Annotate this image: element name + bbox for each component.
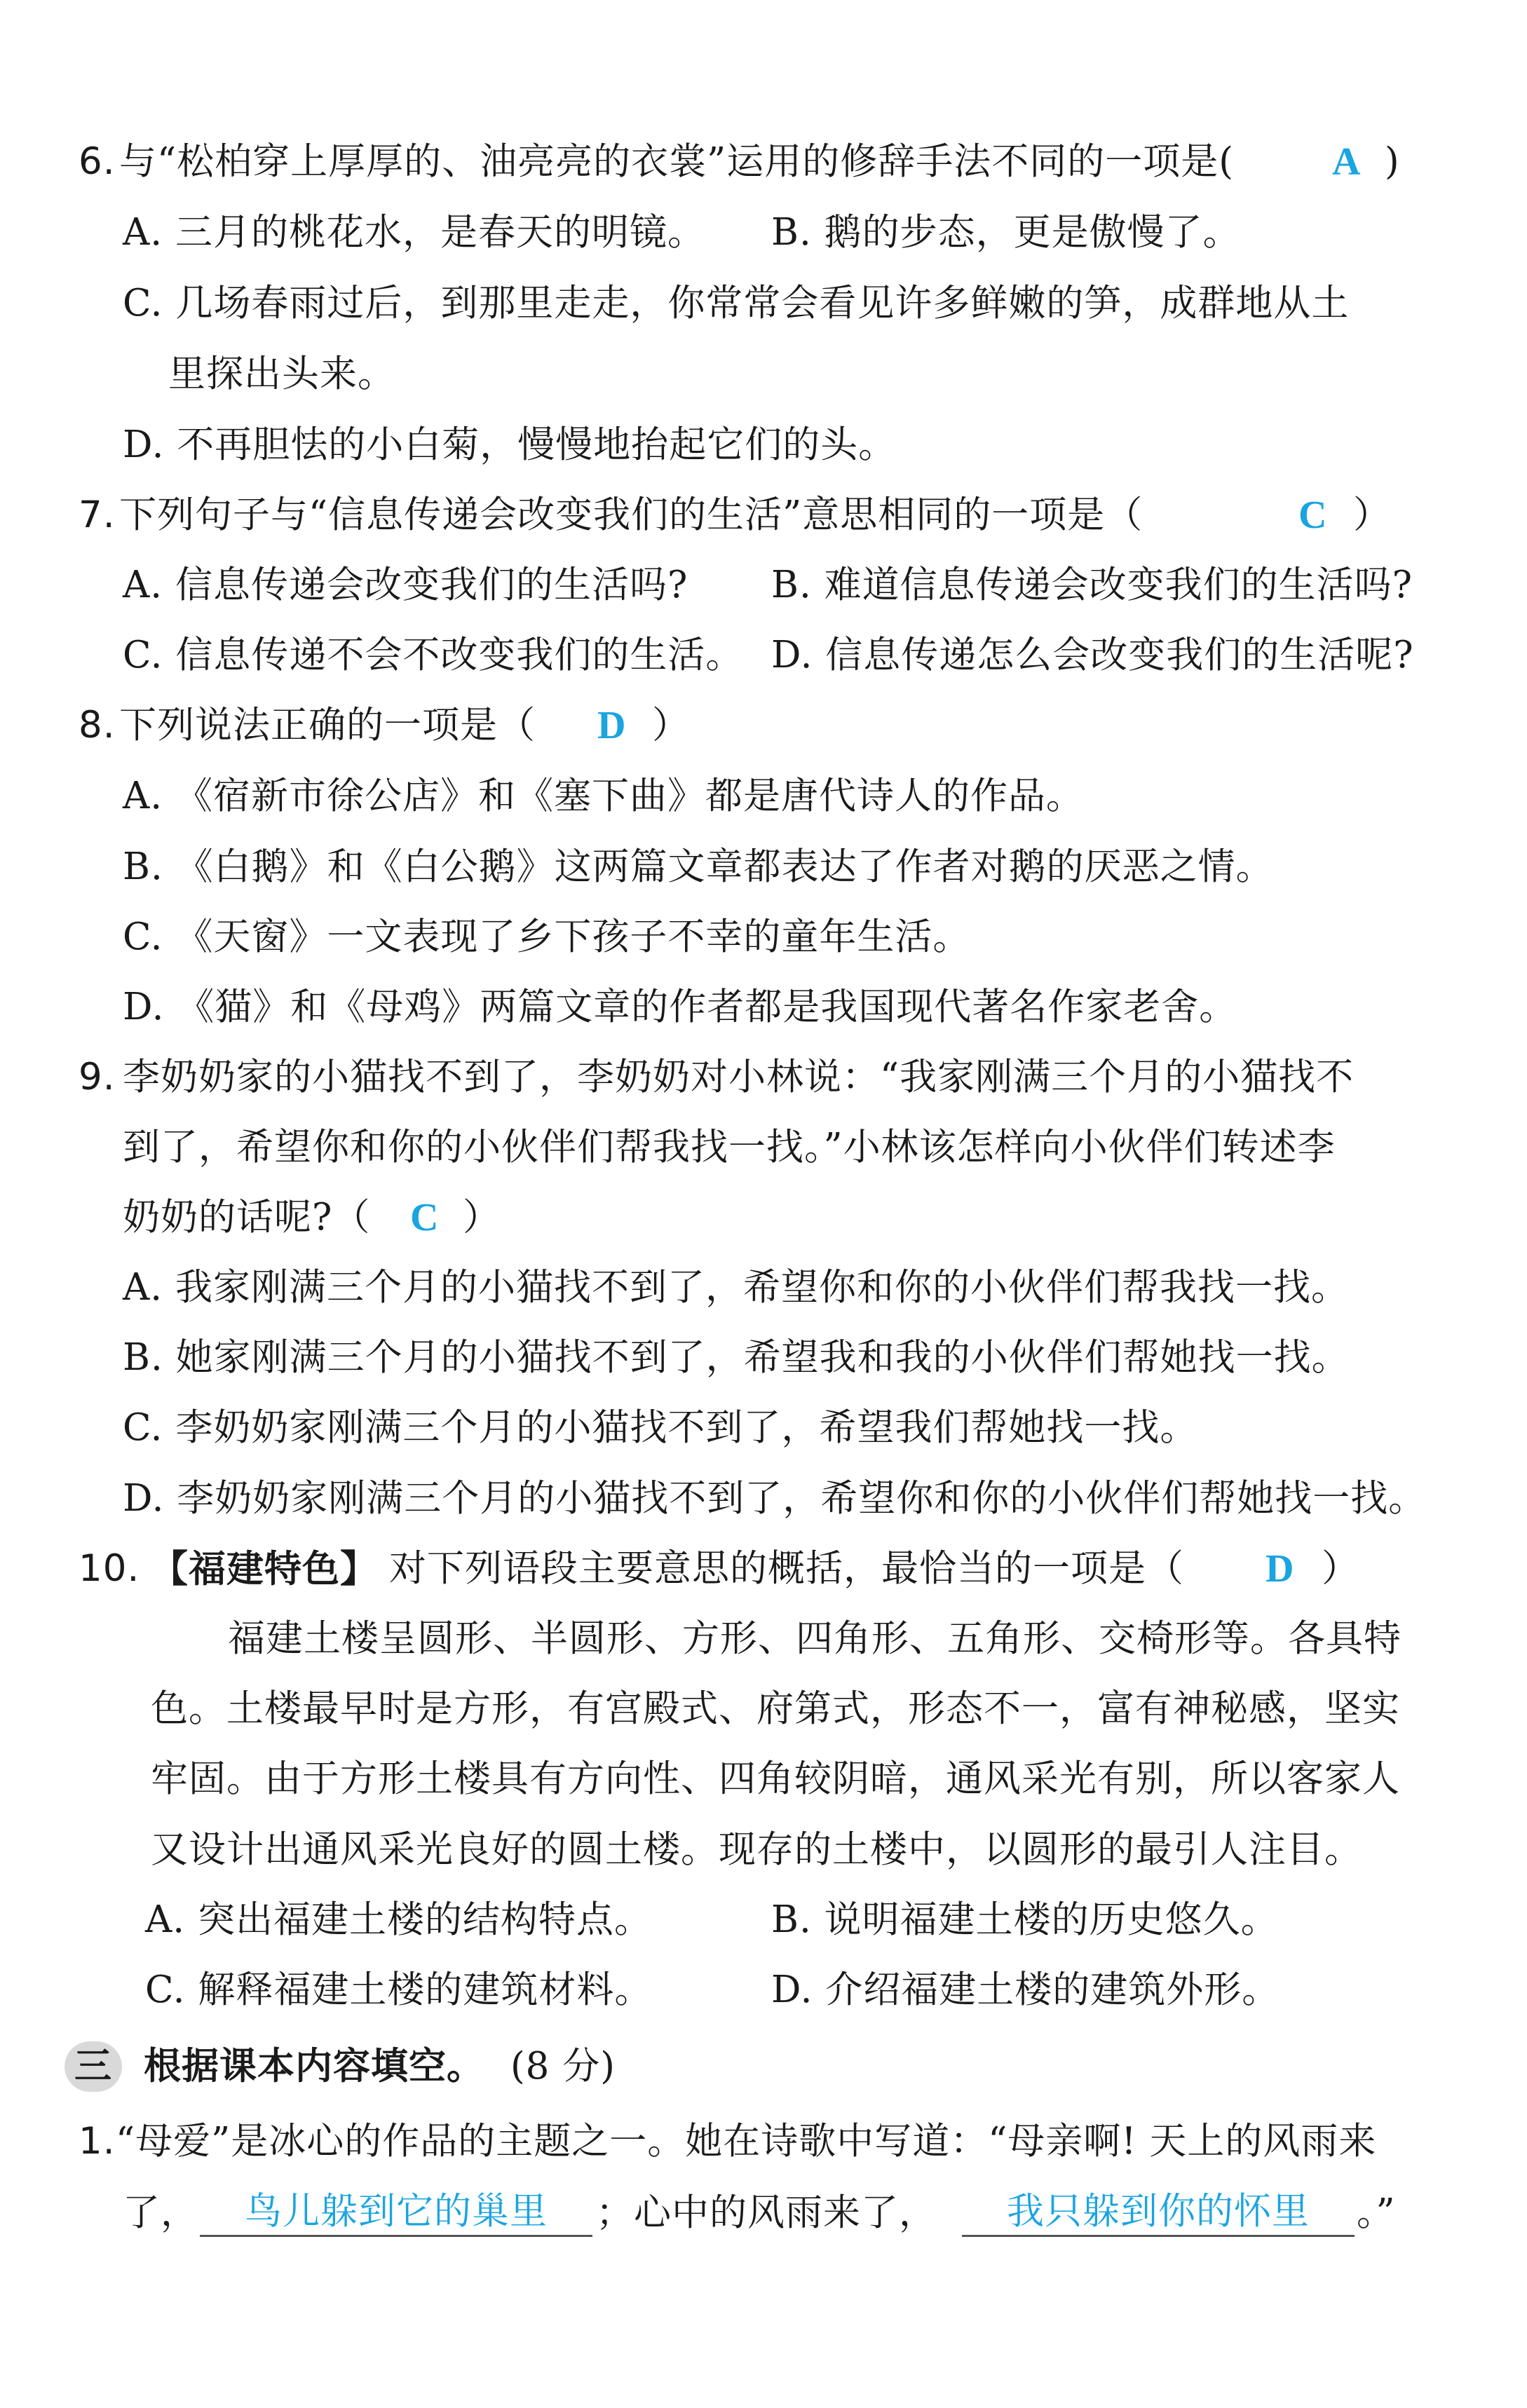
q10-text: 对下列语段主要意思的概括，最恰当的一项是（ xyxy=(389,1547,1184,1590)
q10-passage-line3: 牢固。由于方形土楼具有方向性、四角较阴暗，通风采光有别，所以客家人 xyxy=(151,1757,1400,1800)
q7-number: 7. xyxy=(79,494,116,536)
q6-option-c-line2: 里探出头来。 xyxy=(168,353,395,395)
q6-number: 6. xyxy=(79,140,116,183)
q8-number: 8. xyxy=(79,704,116,747)
q10-option-a: A. 突出福建土楼的结构特点。 xyxy=(145,1898,652,1941)
q6-option-b: B. 鹅的步态，更是傲慢了。 xyxy=(771,211,1241,254)
section-number-badge: 三 xyxy=(65,2041,122,2092)
q7-option-a: A. 信息传递会改变我们的生活吗? xyxy=(123,564,688,606)
q10-option-d: D. 介绍福建土楼的建筑外形。 xyxy=(771,1968,1280,2011)
q6-option-c-line1: C. 几场春雨过后，到那里走走，你常常会看见许多鲜嫩的笋，成群地从土 xyxy=(123,282,1350,325)
q7-option-b: B. 难道信息传递会改变我们的生活吗? xyxy=(771,564,1413,606)
q6-option-d: D. 不再胆怯的小白菊，慢慢地抬起它们的头。 xyxy=(123,423,897,466)
q6-answer: A xyxy=(1332,140,1362,184)
q6-option-a: A. 三月的桃花水，是春天的明镜。 xyxy=(123,211,705,254)
q9-option-b: B. 她家刚满三个月的小猫找不到了，希望我和我的小伙伴们帮她找一找。 xyxy=(123,1336,1350,1379)
q9-close: ） xyxy=(463,1196,501,1239)
fill-q1-text-pre: 了， xyxy=(123,2191,198,2234)
q10-answer: D xyxy=(1265,1547,1295,1591)
q6-text: 与“松柏穿上厚厚的、油亮亮的衣裳”运用的修辞手法不同的一项是( xyxy=(119,140,1234,183)
section-title: 根据课本内容填空。 xyxy=(144,2045,484,2088)
fill-q1-text-mid: ；心中的风雨来了， xyxy=(596,2191,937,2234)
q9-answer: C xyxy=(410,1196,440,1239)
fill-q1-text-line1: “母爱”是冰心的作品的主题之一。她在诗歌中写道：“母亲啊! 天上的风雨来 xyxy=(116,2120,1377,2163)
q8-option-c: C. 《天窗》一文表现了乡下孩子不幸的童年生活。 xyxy=(123,916,971,958)
q9-option-a: A. 我家刚满三个月的小猫找不到了，希望你和你的小伙伴们帮我找一找。 xyxy=(123,1266,1349,1309)
q10-close: ） xyxy=(1322,1547,1359,1590)
q10-passage-line2: 色。土楼最早时是方形，有宫殿式、府第式，形态不一，富有神秘感，坚实 xyxy=(151,1687,1400,1730)
q8-answer: D xyxy=(597,704,627,747)
q9-text-line2: 到了，希望你和你的小伙伴们帮我找一找。”小林该怎样向小伙伴们转述李 xyxy=(123,1126,1336,1169)
q7-close: ） xyxy=(1353,494,1391,536)
q9-option-c: C. 李奶奶家刚满三个月的小猫找不到了，希望我们帮她找一找。 xyxy=(123,1406,1198,1449)
q9-number: 9. xyxy=(79,1056,116,1098)
q9-option-d: D. 李奶奶家刚满三个月的小猫找不到了，希望你和你的小伙伴们帮她找一找。 xyxy=(123,1477,1427,1520)
q10-tag: 【福建特色】 xyxy=(151,1547,378,1591)
q10-option-b: B. 说明福建土楼的历史悠久。 xyxy=(771,1898,1279,1941)
q9-text-line1: 李奶奶家的小猫找不到了，李奶奶对小林说：“我家刚满三个月的小猫找不 xyxy=(123,1056,1355,1098)
q10-passage-line4: 又设计出通风采光良好的圆土楼。现存的土楼中，以圆形的最引人注目。 xyxy=(151,1828,1362,1871)
q6-close: ) xyxy=(1385,140,1400,183)
section-score: (8 分) xyxy=(510,2045,616,2088)
q8-option-b: B. 《白鹅》和《白公鹅》这两篇文章都表达了作者对鹅的厌恶之情。 xyxy=(123,845,1274,888)
q7-option-c: C. 信息传递不会不改变我们的生活。 xyxy=(123,634,744,676)
q7-answer: C xyxy=(1298,494,1328,537)
q8-option-a: A. 《宿新市徐公店》和《塞下曲》都是唐代诗人的作品。 xyxy=(123,775,1084,817)
fill-q1-number: 1. xyxy=(79,2120,116,2163)
q10-number: 10. xyxy=(79,1547,140,1590)
fill-blank-1[interactable]: 鸟儿躲到它的巢里 xyxy=(200,2189,592,2237)
fill-blank-2[interactable]: 我只躲到你的怀里 xyxy=(962,2189,1355,2237)
q7-option-d: D. 信息传递怎么会改变我们的生活呢? xyxy=(771,634,1414,676)
q7-text: 下列句子与“信息传递会改变我们的生活”意思相同的一项是（ xyxy=(119,494,1143,536)
q10-option-c: C. 解释福建土楼的建筑材料。 xyxy=(145,1968,653,2011)
q8-close: ） xyxy=(652,704,690,747)
q9-text-line3: 奶奶的话呢?（ xyxy=(123,1196,371,1239)
fill-q1-text-end: 。” xyxy=(1357,2191,1396,2234)
q8-option-d: D. 《猫》和《母鸡》两篇文章的作者都是我国现代著名作家老舍。 xyxy=(123,986,1237,1028)
q8-text: 下列说法正确的一项是（ xyxy=(119,704,536,747)
q10-passage-line1: 福建土楼呈圆形、半圆形、方形、四角形、五角形、交椅形等。各具特 xyxy=(228,1617,1402,1660)
